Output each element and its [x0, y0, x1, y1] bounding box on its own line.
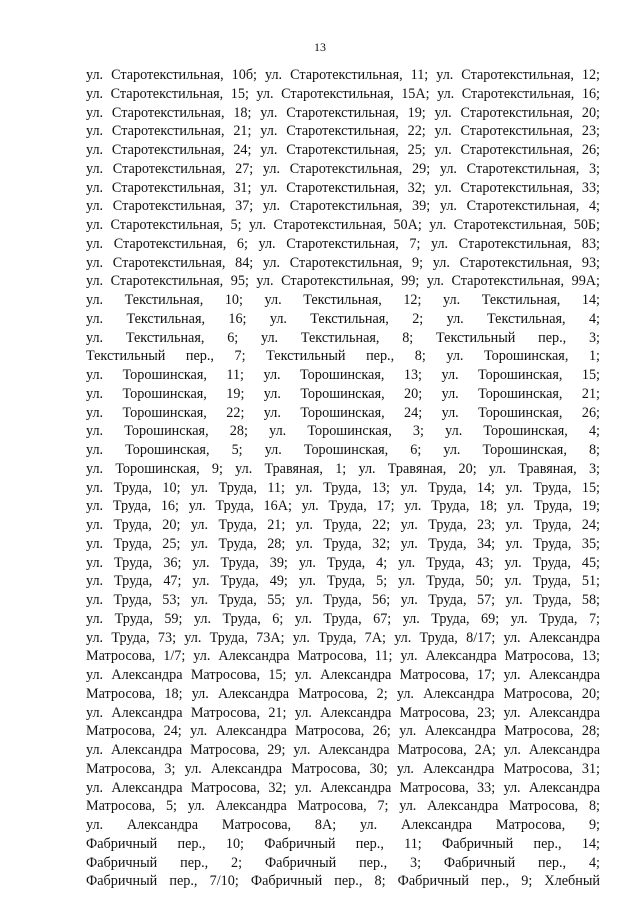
- text-line: ул. Труда, 59; ул. Труда, 6; ул. Труда, 67; ул. Труда, 69; ул. Труда, 7;: [86, 610, 600, 627]
- text-line: ул. Старотекстильная, 84; ул. Старотекстильная, 9; ул. Старотекстильная, 93;: [86, 254, 600, 271]
- text-line: Текстильный пер., 7; Текстильный пер., 8; ул. Торошинская, 1;: [86, 348, 600, 365]
- text-line: ул. Текстильная, 10; ул. Текстильная, 12; ул. Текстильная, 14;: [86, 292, 600, 308]
- text-line: Матросова, 5; ул. Александра Матросова, 7; ул. Александра Матросова, 8;: [86, 798, 600, 815]
- text-line: ул. Старотекстильная, 6; ул. Старотекстильная, 7; ул. Старотекстильная, 83;: [86, 235, 600, 252]
- text-line: ул. Александра Матросова, 15; ул. Александра Матросова, 17; ул. Александра: [86, 667, 600, 683]
- page-number: 13: [314, 40, 326, 54]
- text-line: ул. Торошинская, 9; ул. Травяная, 1; ул. Травяная, 20; ул. Травяная, 3;: [86, 460, 600, 477]
- text-line: ул. Александра Матросова, 8А; ул. Александра Матросова, 9;: [86, 817, 600, 833]
- text-line: ул. Торошинская, 28; ул. Торошинская, 3; ул. Торошинская, 4;: [86, 423, 600, 440]
- text-line: ул. Труда, 20; ул. Труда, 21; ул. Труда, 22; ул. Труда, 23; ул. Труда, 24;: [86, 517, 600, 533]
- text-line: Матросова, 18; ул. Александра Матросова, 2; ул. Александра Матросова, 20;: [86, 685, 600, 702]
- text-line: ул. Старотекстильная, 21; ул. Старотекстильная, 22; ул. Старотекстильная, 23;: [86, 123, 600, 140]
- text-line: Фабричный пер., 2; Фабричный пер., 3; Фабричный пер., 4;: [86, 854, 600, 871]
- text-line: ул. Текстильная, 6; ул. Текстильная, 8; Текстильный пер., 3;: [86, 329, 600, 346]
- text-line: ул. Старотекстильная, 24; ул. Старотекстильная, 25; ул. Старотекстильная, 26;: [86, 142, 600, 158]
- text-line: Матросова, 24; ул. Александра Матросова, 26; ул. Александра Матросова, 28;: [86, 723, 600, 740]
- text-line: ул. Старотекстильная, 18; ул. Старотекстильная, 19; ул. Старотекстильная, 20;: [86, 104, 600, 121]
- text-line: ул. Старотекстильная, 5; ул. Старотекстильная, 50А; ул. Старотекстильная, 50Б;: [86, 217, 600, 233]
- text-line: Матросова, 3; ул. Александра Матросова, 30; ул. Александра Матросова, 31;: [86, 760, 600, 777]
- text-line: ул. Труда, 47; ул. Труда, 49; ул. Труда, 5; ул. Труда, 50; ул. Труда, 51;: [86, 573, 600, 590]
- text-line: Фабричный пер., 10; Фабричный пер., 11; Фабричный пер., 14;: [86, 835, 600, 852]
- text-line: ул. Старотекстильная, 31; ул. Старотекстильная, 32; ул. Старотекстильная, 33;: [86, 179, 600, 196]
- text-line: ул. Торошинская, 5; ул. Торошинская, 6; ул. Торошинская, 8;: [86, 442, 600, 458]
- text-line: ул. Текстильная, 16; ул. Текстильная, 2; ул. Текстильная, 4;: [86, 310, 600, 327]
- text-line: ул. Труда, 53; ул. Труда, 55; ул. Труда, 56; ул. Труда, 57; ул. Труда, 58;: [86, 592, 600, 608]
- text-line: Матросова, 1/7; ул. Александра Матросова, 11; ул. Александра Матросова, 13;: [86, 648, 600, 665]
- text-line: ул. Александра Матросова, 29; ул. Александра Матросова, 2А; ул. Александра: [86, 742, 600, 758]
- text-line: ул. Труда, 16; ул. Труда, 16А; ул. Труда, 17; ул. Труда, 18; ул. Труда, 19;: [86, 498, 600, 515]
- address-list-body: [86, 66, 600, 891]
- text-line: ул. Торошинская, 11; ул. Торошинская, 13; ул. Торошинская, 15;: [86, 367, 600, 383]
- text-line: ул. Труда, 10; ул. Труда, 11; ул. Труда, 13; ул. Труда, 14; ул. Труда, 15;: [86, 479, 600, 496]
- text-line: ул. Старотекстильная, 37; ул. Старотекстильная, 39; ул. Старотекстильная, 4;: [86, 198, 600, 215]
- text-line: ул. Торошинская, 19; ул. Торошинская, 20; ул. Торошинская, 21;: [86, 385, 600, 402]
- text-line: ул. Александра Матросова, 21; ул. Александра Матросова, 23; ул. Александра: [86, 704, 600, 721]
- text-line: ул. Старотекстильная, 27; ул. Старотекстильная, 29; ул. Старотекстильная, 3;: [86, 160, 600, 177]
- text-line: ул. Труда, 73; ул. Труда, 73А; ул. Труда, 7А; ул. Труда, 8/17; ул. Александра: [86, 629, 600, 646]
- text-line: ул. Старотекстильная, 15; ул. Старотекстильная, 15А; ул. Старотекстильная, 16;: [86, 85, 600, 102]
- text-line: ул. Торошинская, 22; ул. Торошинская, 24; ул. Торошинская, 26;: [86, 404, 600, 421]
- text-line: ул. Старотекстильная, 95; ул. Старотекстильная, 99; ул. Старотекстильная, 99А;: [86, 273, 600, 290]
- text-line: ул. Труда, 25; ул. Труда, 28; ул. Труда, 32; ул. Труда, 34; ул. Труда, 35;: [86, 535, 600, 552]
- text-line: ул. Александра Матросова, 32; ул. Александра Матросова, 33; ул. Александра: [86, 779, 600, 796]
- text-line: ул. Труда, 36; ул. Труда, 39; ул. Труда, 4; ул. Труда, 43; ул. Труда, 45;: [86, 554, 600, 571]
- text-line: Фабричный пер., 7/10; Фабричный пер., 8; Фабричный пер., 9; Хлебный: [86, 873, 600, 890]
- text-line: ул. Старотекстильная, 10б; ул. Старотекстильная, 11; ул. Старотекстильная, 12;: [86, 67, 600, 83]
